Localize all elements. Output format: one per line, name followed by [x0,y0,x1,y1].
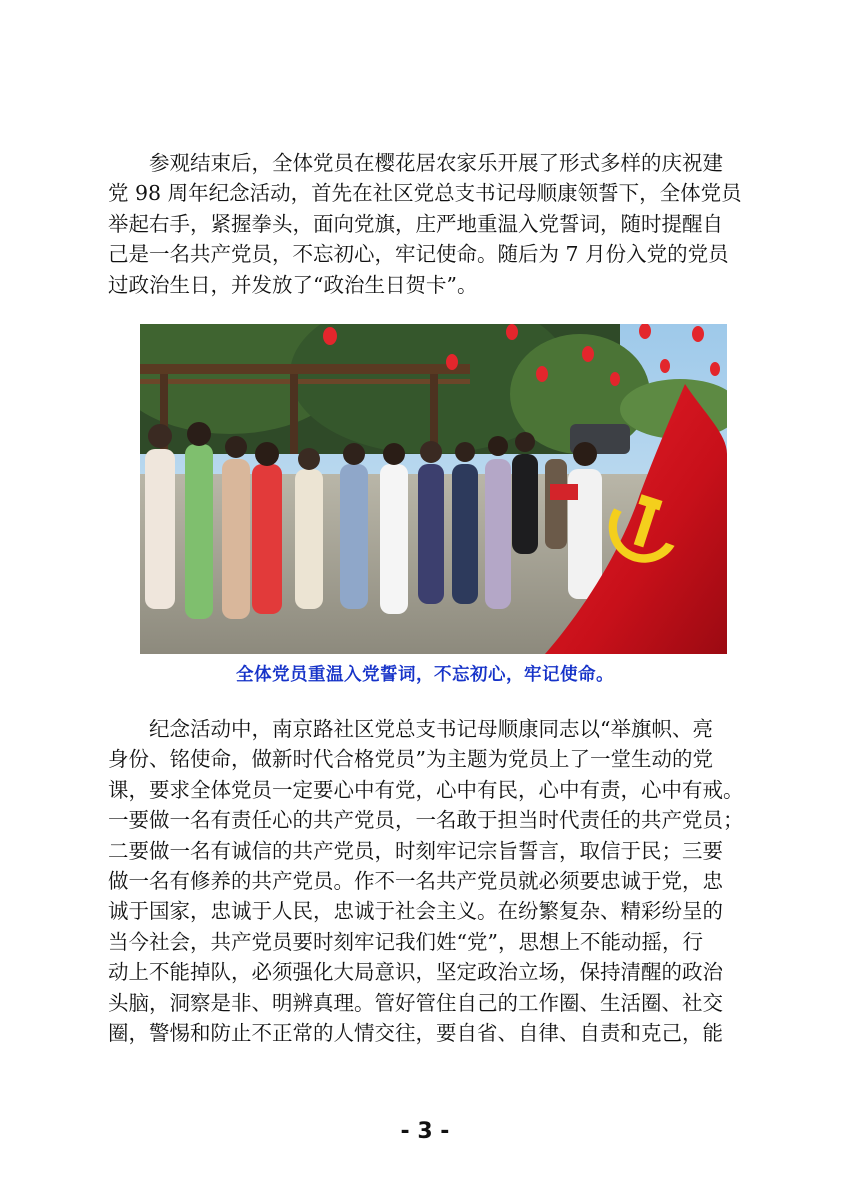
paragraph-line: 动上不能掉队，必须强化大局意识，坚定政治立场，保持清醒的政治 [108,960,723,985]
paragraph-line: 一要做一名有责任心的共产党员，一名敢于担当时代责任的共产党员； [108,808,744,833]
paragraph-line: 纪念活动中，南京路社区党总支书记母顺康同志以“举旗帜、亮 [149,717,713,741]
paragraph-line: 课，要求全体党员一定要心中有党，心中有民，心中有责，心中有戒。 [108,777,744,802]
paragraph-line: 参观结束后，全体党员在樱花居农家乐开展了形式多样的庆祝建 [149,151,723,175]
paragraph-line: 圈，警惕和防止不正常的人情交往，要自省、自律、自责和克己，能 [108,1021,723,1046]
paragraph-2 [108,714,748,1048]
paragraph-line: 当今社会，共产党员要时刻牢记我们姓“党”，思想上不能动摇，行 [108,929,703,954]
group-oath-photo [140,324,727,654]
paragraph-line: 己是一名共产党员，不忘初心，牢记使命。随后为 7 月份入党的党员 [108,242,729,267]
paragraph-line: 举起右手，紧握拳头，面向党旗，庄严地重温入党誓词，随时提醒自 [108,211,723,236]
paragraph-line: 二要做一名有诚信的共产党员，时刻牢记宗旨誓言，取信于民；三要 [108,838,723,863]
paragraph-line: 党 98 周年纪念活动，首先在社区党总支书记母顺康领誓下，全体党员 [108,181,742,206]
paragraph-line: 做一名有修养的共产党员。作不一名共产党员就必须要忠诚于党，忠 [108,869,723,894]
photo-caption: 全体党员重温入党誓词，不忘初心，牢记使命。 [236,665,614,685]
paragraph-line: 头脑，洞察是非、明辨真理。管好管住自己的工作圈、生活圈、社交 [108,990,723,1015]
paragraph-line: 身份、铭使命，做新时代合格党员”为主题为党员上了一堂生动的党 [108,747,713,772]
paragraph-line: 过政治生日，并发放了“政治生日贺卡”。 [108,272,478,297]
paragraph-line: 诚于国家，忠诚于人民，忠诚于社会主义。在纷繁复杂、精彩纷呈的 [108,899,723,924]
paragraph-1 [108,148,748,300]
page-number: - 3 - [400,1119,450,1144]
